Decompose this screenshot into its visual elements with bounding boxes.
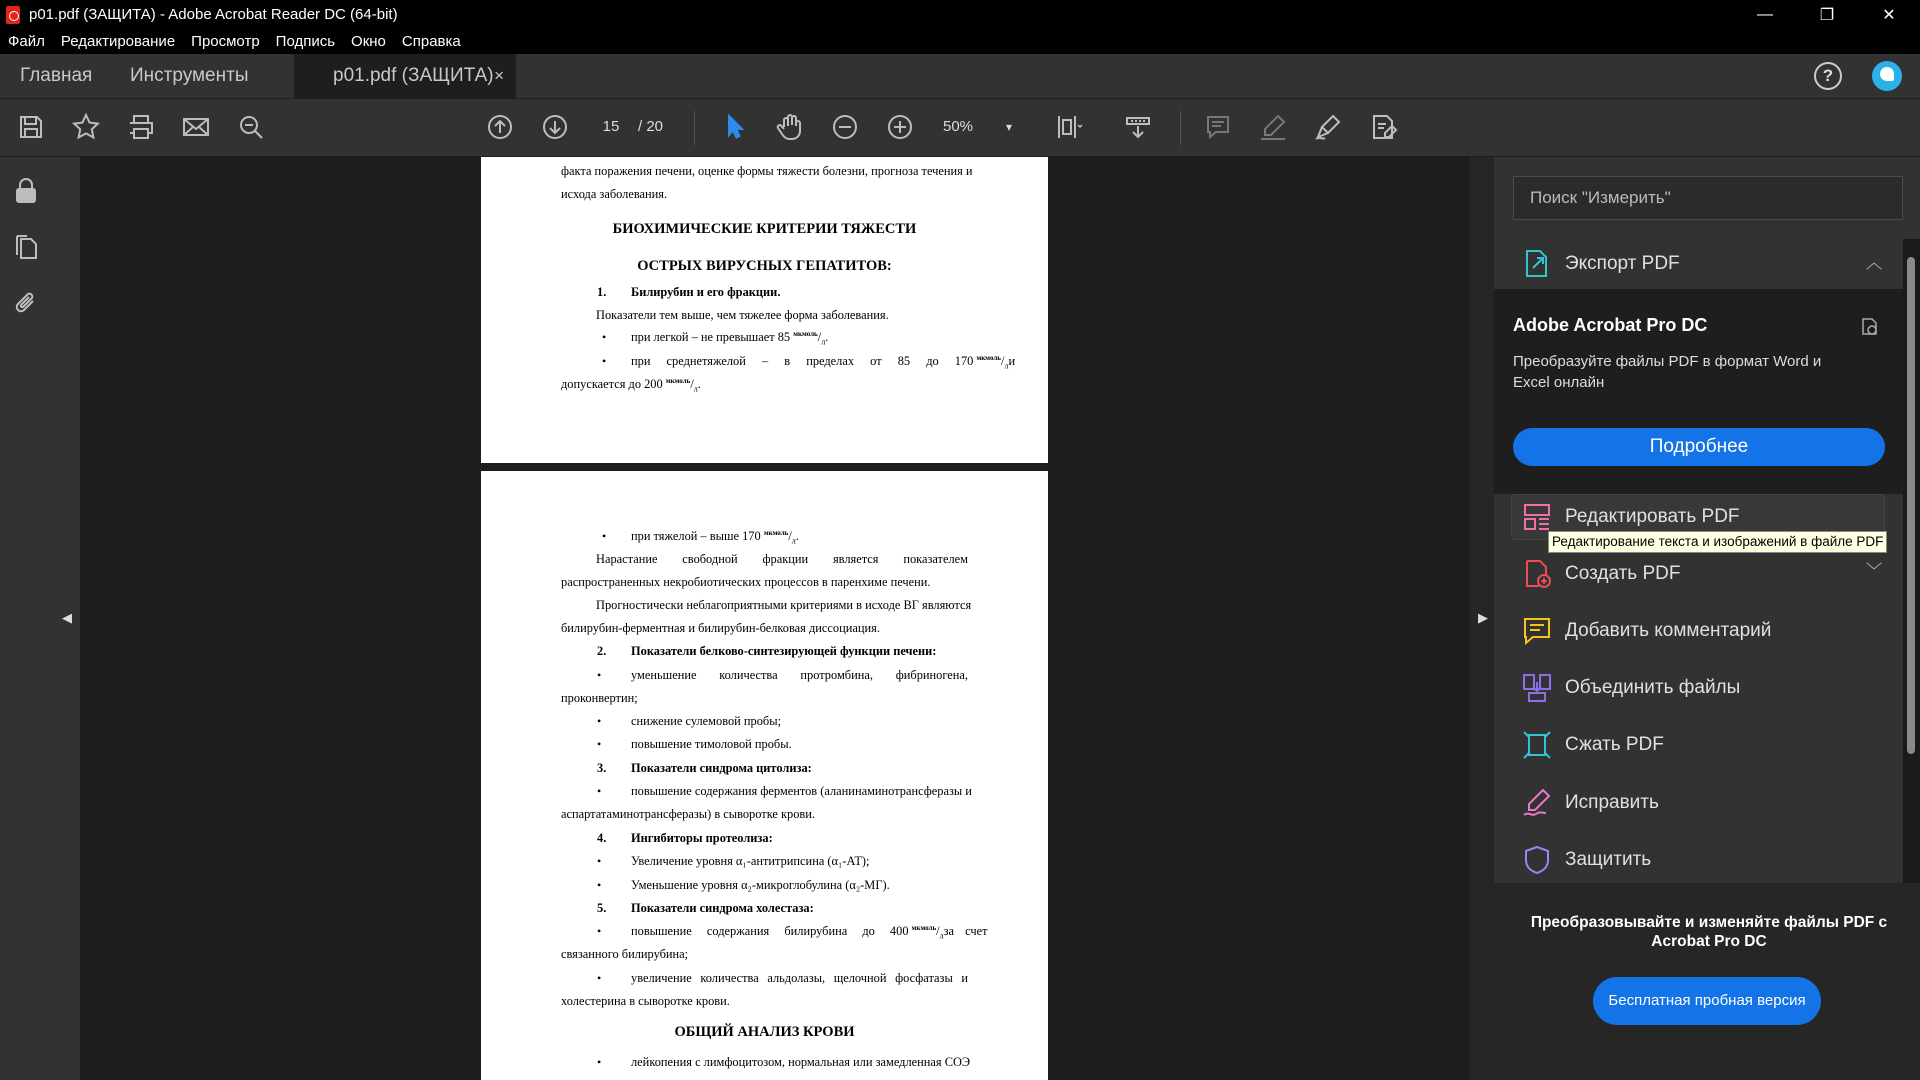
page-text-line: холестерина в сыворотке крови.	[561, 994, 730, 1008]
bullet: •	[597, 784, 602, 798]
account-avatar[interactable]	[1872, 61, 1902, 91]
bookmark-star-icon[interactable]	[68, 109, 104, 145]
bullet: •	[597, 878, 602, 892]
bullet-text: увеличение количества альдолазы, щелочной фосфатазы и	[631, 971, 968, 985]
save-icon[interactable]	[13, 109, 49, 145]
bullet: •	[602, 529, 607, 543]
bullet: •	[597, 854, 602, 868]
promo-export-icon	[1860, 317, 1880, 337]
tool-compress-pdf[interactable]	[1521, 725, 1664, 765]
tools-scrollbar[interactable]	[1903, 239, 1920, 883]
tool-add-comment[interactable]	[1521, 611, 1771, 651]
chevron-up-icon[interactable]: ︿	[1866, 255, 1883, 272]
menu-help[interactable]: Справка	[401, 33, 461, 50]
tools-pane	[1494, 157, 1920, 1080]
promo-description: Преобразуйте файлы PDF в формат Word и Excel онлайн	[1513, 353, 1822, 391]
tool-fill-sign[interactable]	[1521, 783, 1659, 823]
combine-files-icon	[1521, 672, 1553, 704]
page-fit-icon[interactable]	[1050, 109, 1086, 145]
export-pdf-icon	[1521, 248, 1553, 280]
bullet: •	[597, 924, 602, 938]
bullet: •	[597, 737, 602, 751]
create-pdf-icon	[1521, 558, 1553, 590]
page-text-line: распространенных некробиотических процессов в паренхиме печени.	[561, 575, 931, 589]
menu-bar	[0, 29, 1920, 54]
page-text-line: связанного билирубина;	[561, 947, 689, 961]
tools-scrollbar-thumb[interactable]	[1907, 257, 1915, 754]
maximize-button[interactable]: ❐	[1819, 6, 1835, 24]
menu-file[interactable]: Файл	[8, 33, 45, 50]
menu-edit[interactable]: Редактирование	[60, 33, 176, 50]
page-text-line: билирубин-ферментная и билирубин-белковая диссоциация.	[561, 621, 880, 635]
bullet-text: повышение тимоловой пробы.	[631, 737, 792, 751]
bullet: •	[597, 714, 602, 728]
tool-label: Редактировать PDF	[1565, 506, 1740, 527]
fill-sign-tool-icon	[1521, 787, 1553, 819]
window-title: p01.pdf (ЗАЩИТА) - Adobe Acrobat Reader DC (64-bit)	[29, 6, 398, 23]
tab-tools[interactable]: Инструменты	[130, 65, 249, 86]
bullet: •	[602, 354, 607, 368]
title-bar	[0, 0, 1920, 29]
page-text-line: исхода заболевания.	[561, 187, 668, 201]
previous-page-icon[interactable]	[482, 109, 518, 145]
tool-label: Объединить файлы	[1565, 677, 1741, 698]
list-number: 3.	[597, 761, 607, 775]
bullet: •	[597, 971, 602, 985]
bullet-text: лейкопения с лимфоцитозом, нормальная или замедленная СОЭ	[631, 1055, 971, 1069]
page-text-line: проконвертин;	[561, 691, 638, 705]
page-text-line: Показатели тем выше, чем тяжелее форма заболевания.	[596, 308, 889, 322]
scroll-mode-icon[interactable]	[1120, 109, 1156, 145]
pages-thumbnail-icon[interactable]	[12, 233, 40, 261]
shield-icon	[1521, 844, 1553, 876]
tool-create-pdf[interactable]	[1521, 554, 1680, 594]
print-icon[interactable]	[123, 109, 159, 145]
list-number: 5.	[597, 901, 607, 915]
tool-label: Исправить	[1565, 792, 1659, 813]
learn-more-button[interactable]: Подробнее	[1513, 428, 1885, 466]
acrobat-app-icon	[6, 6, 20, 24]
page-text-line: аспартатаминотрансферазы) в сыворотке крови.	[561, 807, 815, 821]
search-zoom-icon[interactable]	[233, 109, 269, 145]
bottom-promo-text: Преобразовывайте и изменяйте файлы PDF с Acrobat Pro DC	[1530, 914, 1888, 950]
zoom-dropdown-arrow[interactable]: ▾	[1006, 120, 1013, 134]
compress-pdf-icon	[1521, 729, 1553, 761]
list-title: Показатели синдрома цитолиза:	[631, 761, 812, 775]
collapse-left-panel-arrow[interactable]: ◀	[62, 610, 72, 625]
next-page-icon[interactable]	[537, 109, 573, 145]
section-heading: БИОХИМИЧЕСКИЕ КРИТЕРИИ ТЯЖЕСТИ	[612, 221, 917, 237]
attachment-paperclip-icon[interactable]	[12, 289, 40, 317]
zoom-out-icon[interactable]	[827, 109, 863, 145]
bullet-text: Увеличение уровня α₁-антитрипсина (α₁-АТ);	[631, 854, 870, 868]
promo-title: Adobe Acrobat Pro DC	[1513, 315, 1708, 335]
bullet: •	[602, 330, 607, 344]
tab-bar	[0, 54, 1920, 98]
tools-search-input[interactable]: Поиск "Измерить"	[1513, 176, 1903, 220]
tool-export-pdf[interactable]	[1521, 244, 1680, 284]
comment-icon[interactable]	[1200, 109, 1236, 145]
lock-icon[interactable]	[12, 177, 40, 205]
acrobat-pro-promo	[1494, 289, 1903, 494]
bullet-text: снижение сулемовой пробы;	[631, 714, 782, 728]
bullet-text: при тяжелой – выше 170 $^{мкмоль}/_л$.	[631, 529, 799, 546]
select-cursor-icon[interactable]	[717, 109, 753, 145]
help-icon[interactable]: ?	[1814, 62, 1842, 90]
list-number: 4.	[597, 831, 607, 845]
tool-protect[interactable]	[1521, 840, 1651, 880]
tool-label: Защитить	[1565, 849, 1652, 870]
list-title: Билирубин и его фракции.	[631, 285, 781, 299]
document-viewer[interactable]	[80, 157, 1470, 1080]
email-icon[interactable]	[178, 109, 214, 145]
page-text-line: факта поражения печени, оценке формы тяжести болезни, прогноза течения и	[561, 164, 973, 178]
page-text-line: допускается до 200 $^{мкмоль}/_л$.	[561, 377, 701, 394]
close-window-button[interactable]: ✕	[1882, 6, 1896, 24]
bullet: •	[597, 668, 602, 682]
bullet-text: при среднетяжелой – в пределах от 85 до 170 $^{мкмоль}/_л$ и	[631, 354, 1016, 371]
close-tab-icon[interactable]: ×	[494, 66, 504, 85]
highlight-pen-icon[interactable]	[1255, 109, 1291, 145]
toolbar	[0, 98, 1920, 156]
free-trial-button[interactable]: Бесплатная пробная версия	[1593, 977, 1821, 1025]
page-text-line: Нарастание свободной фракции является показателем	[596, 552, 968, 566]
list-title: Показатели белково-синтезирующей функции печени:	[631, 644, 937, 658]
pdf-page-15	[481, 157, 1048, 463]
minimize-button[interactable]: —	[1757, 5, 1773, 23]
zoom-in-icon[interactable]	[882, 109, 918, 145]
sign-pen-icon[interactable]	[1310, 109, 1346, 145]
bullet-text: повышение содержания ферментов (аланинаминотрансферазы и	[631, 784, 972, 798]
tab-home[interactable]: Главная	[20, 65, 93, 86]
section-heading: ОСТРЫХ ВИРУСНЫХ ГЕПАТИТОВ:	[637, 258, 892, 274]
edit-pdf-icon	[1521, 501, 1553, 533]
menu-window[interactable]: Окно	[351, 33, 386, 50]
left-navigation-rail	[0, 157, 80, 1080]
toolbar-divider	[694, 111, 695, 145]
tool-label: Создать PDF	[1565, 563, 1681, 584]
fill-sign-icon[interactable]	[1365, 109, 1401, 145]
page-total: / 20	[638, 118, 664, 135]
list-title: Показатели синдрома холестаза:	[631, 901, 814, 915]
menu-view[interactable]: Просмотр	[191, 33, 260, 50]
section-heading: ОБЩИЙ АНАЛИЗ КРОВИ	[674, 1024, 855, 1040]
bullet-text: Уменьшение уровня α₂-микроглобулина (α₂-МГ).	[631, 878, 890, 892]
tool-label: Сжать PDF	[1565, 734, 1664, 755]
collapse-right-panel-arrow[interactable]: ▶	[1478, 610, 1488, 625]
edit-pdf-tooltip: Редактирование текста и изображений в файле PDF	[1548, 531, 1887, 553]
tool-label: Добавить комментарий	[1565, 620, 1772, 641]
zoom-level-select[interactable]: 50%	[943, 118, 974, 135]
list-number: 2.	[597, 644, 607, 658]
tool-combine-files[interactable]	[1521, 668, 1740, 708]
bullet-text: при легкой – не превышает 85 $^{мкмоль}/_л$.	[631, 330, 829, 347]
bullet: •	[597, 1055, 602, 1069]
pdf-page-16	[481, 471, 1048, 1080]
bullet-text: уменьшение количества протромбина, фибриногена,	[631, 668, 968, 682]
comment-tool-icon	[1521, 615, 1553, 647]
bottom-promo	[1494, 883, 1920, 1080]
tool-label: Экспорт PDF	[1565, 253, 1680, 274]
list-number: 1.	[597, 285, 607, 299]
tab-document[interactable]	[294, 54, 516, 98]
bullet-text: повышение содержания билирубина до 400 $^{мкмоль}/_л$ за счет	[631, 924, 988, 941]
toolbar-divider	[1180, 111, 1181, 145]
tab-document-label: p01.pdf (ЗАЩИТА)	[333, 65, 494, 86]
page-number-input[interactable]: 15	[602, 118, 620, 135]
list-title: Ингибиторы протеолиза:	[631, 831, 773, 845]
right-panel-toggle[interactable]	[1470, 157, 1494, 1080]
page-text-line: Прогностически неблагоприятными критериями в исходе ВГ являются	[596, 598, 972, 612]
hand-tool-icon[interactable]	[772, 109, 808, 145]
chevron-down-icon[interactable]: ﹀	[1866, 563, 1883, 580]
menu-sign[interactable]: Подпись	[275, 33, 336, 50]
